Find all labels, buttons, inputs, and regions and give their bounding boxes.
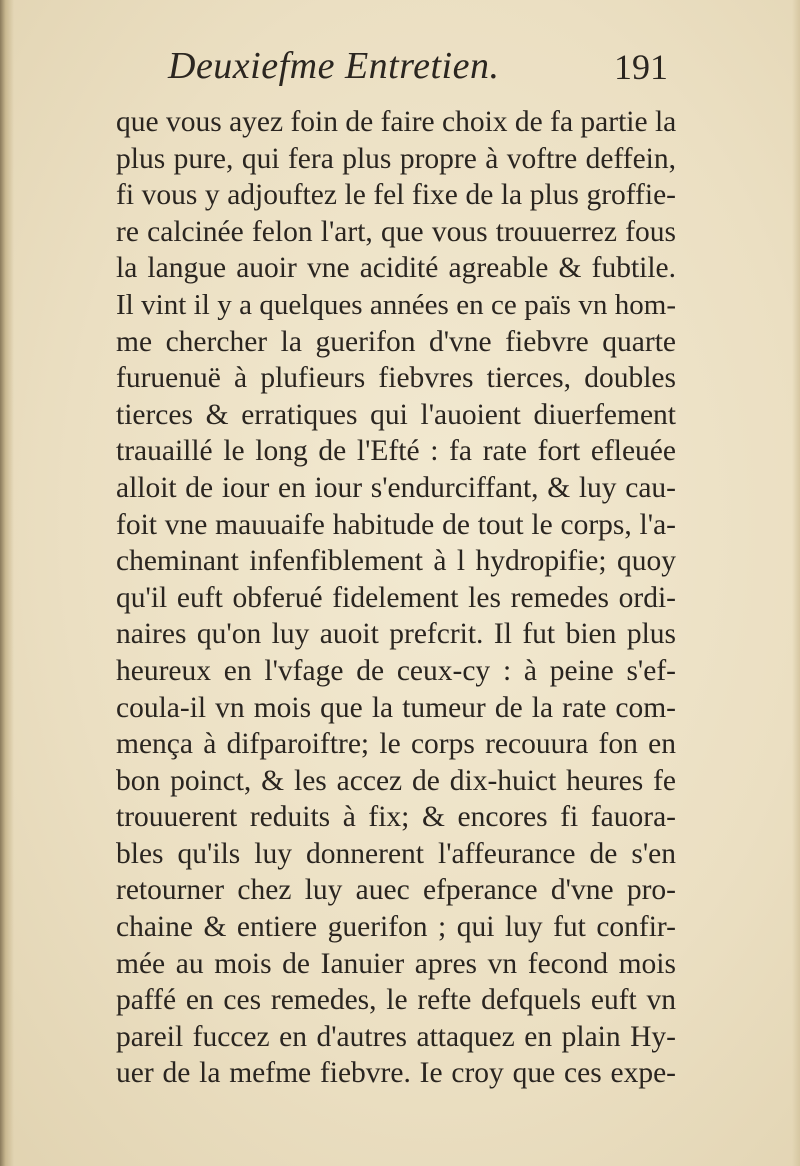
text-line: naires qu'on luy auoit prefcrit. Il fut bien plus [116, 618, 676, 651]
text-line: retourner chez luy auec efperance d'vne pro- [116, 874, 676, 907]
text-line: bles qu'ils luy donnerent l'affeurance de s'en [116, 837, 676, 870]
text-line: trauaillé le long de l'Efté : fa rate fort efleuée [116, 435, 676, 468]
text-line: foit vne mauuaife habitude de tout le corps, l'a- [116, 508, 676, 541]
text-line: la langue auoir vne acidité agreable & fubtile. [116, 252, 676, 285]
text-line: heureux en l'vfage de ceux-cy : à peine s'ef- [116, 654, 676, 687]
text-line: mença à difparoiftre; le corps recouura fon en [116, 728, 676, 761]
text-line: chaine & entiere guerifon ; qui luy fut confir- [116, 911, 676, 944]
running-head-title: Deuxiefme Entretien. [168, 45, 500, 87]
text-line: paffé en ces remedes, le refte defquels euft vn [116, 984, 676, 1017]
gutter-shadow [0, 0, 14, 1166]
text-line: mée au mois de Ianuier apres vn fecond mois [116, 947, 676, 980]
running-head [168, 44, 668, 100]
text-line: coula-il vn mois que la tumeur de la rate com- [116, 691, 676, 724]
text-line: tierces & erratiques qui l'auoient diuerfement [116, 398, 676, 431]
text-line: trouuerent reduits à fix; & encores fi fauora- [116, 801, 676, 834]
text-line: plus pure, qui fera plus propre à voftre deffein, [116, 142, 676, 175]
body-text [116, 104, 676, 1092]
text-line: furuenuë à plufieurs fiebvres tierces, doubles [116, 362, 676, 395]
text-line: me chercher la guerifon d'vne fiebvre quarte [116, 325, 676, 358]
text-line: que vous ayez foin de faire choix de fa partie la [116, 106, 676, 138]
text-line: Il vint il y a quelques années en ce païs vn hom- [116, 288, 676, 321]
text-line: qu'il euft obferué fidelement les remedes ordi- [116, 581, 676, 614]
page-edge [792, 0, 800, 1166]
text-line: alloit de iour en iour s'endurciffant, & luy cau- [116, 471, 676, 504]
text-line: uer de la mefme fiebvre. Ie croy que ces expe- [116, 1057, 676, 1090]
text-line: re calcinée felon l'art, que vous trouuerrez fous [116, 215, 676, 248]
text-line: bon poinct, & les accez de dix-huict heures fe [116, 764, 676, 797]
page-number: 191 [614, 47, 668, 87]
text-line: fi vous y adjouftez le fel fixe de la plus groffie- [116, 179, 676, 212]
text-line: cheminant infenfiblement à l hydropifie; quoy [116, 545, 676, 578]
text-line: pareil fuccez en d'autres attaquez en plain Hy- [116, 1020, 676, 1053]
